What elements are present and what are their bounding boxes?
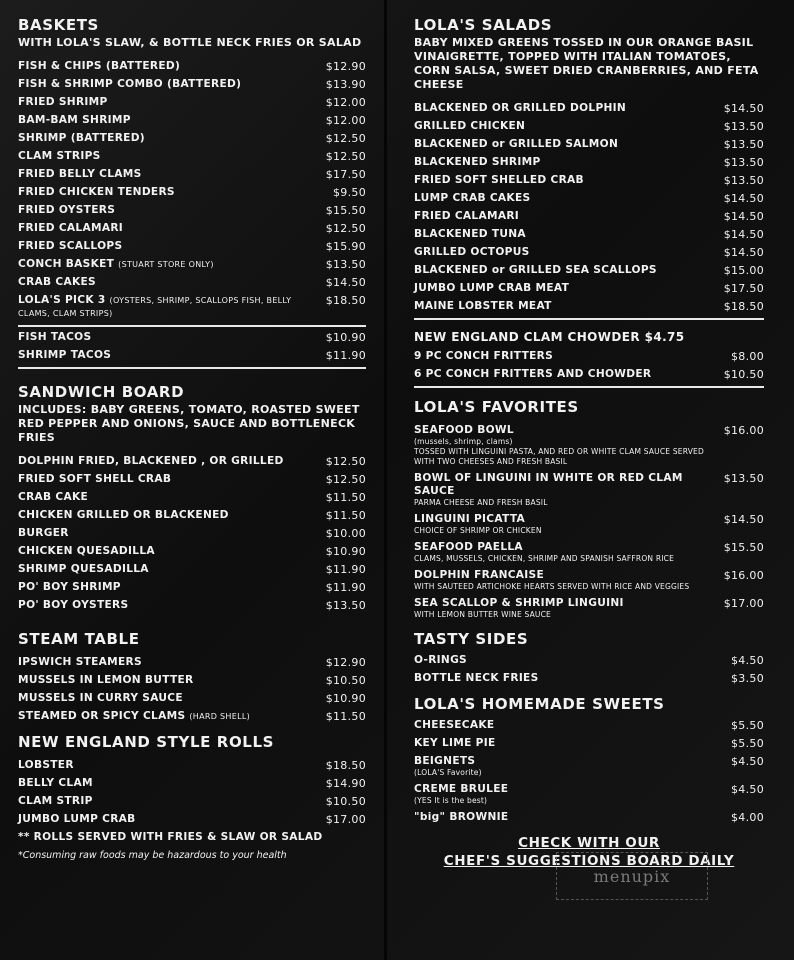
menu-item-price: $11.50 (325, 491, 366, 504)
menu-item (414, 672, 764, 685)
menu-item-name (414, 783, 731, 806)
menu-item-note: (OYSTERS, SHRIMP, SCALLOPS FISH, BELLY CLAMS, CLAM STRIPS) (18, 296, 292, 318)
menu-item-label: MUSSELS IN LEMON BUTTER (18, 674, 194, 686)
menu-item (414, 737, 764, 750)
menu-item (414, 368, 764, 381)
menu-item-label: "big" BROWNIE (414, 811, 509, 823)
menu-item-name (18, 204, 326, 217)
menu-item (18, 692, 366, 705)
salads-list (414, 102, 764, 313)
menu-item-name (414, 719, 731, 732)
menu-item (414, 755, 764, 778)
menu-item-name (414, 472, 724, 508)
menu-item-label: FISH TACOS (18, 331, 92, 343)
menu-item (414, 654, 764, 667)
menu-item (414, 210, 764, 223)
menu-item-label: MUSSELS IN CURRY SAUCE (18, 692, 183, 704)
menu-item-name (18, 795, 326, 808)
chowder-list (414, 350, 764, 381)
menu-item-label: CLAM STRIP (18, 795, 93, 807)
menu-item-name (18, 294, 326, 320)
menu-item-price: $10.00 (325, 527, 366, 540)
menu-item (18, 491, 366, 504)
menu-item (414, 472, 764, 508)
menu-item-note: (mussels, shrimp, clams) (414, 437, 513, 446)
menu-item (414, 120, 764, 133)
menu-item (18, 96, 366, 109)
menu-item-label: FRIED CALAMARI (18, 222, 124, 234)
menu-item-price: $12.50 (325, 132, 366, 145)
rolls-section (18, 733, 366, 861)
menu-item-name (18, 656, 326, 669)
menu-item (414, 513, 764, 536)
menu-item (414, 300, 764, 313)
menu-item-name (414, 597, 724, 620)
menu-item (414, 719, 764, 732)
menu-item-price: $12.00 (325, 96, 366, 109)
menu-item (414, 138, 764, 151)
menu-item-label: FISH & SHRIMP COMBO (BATTERED) (18, 78, 242, 90)
menu-item-price: $10.90 (325, 692, 366, 705)
chowder-title: NEW ENGLAND CLAM CHOWDER $4.75 (414, 330, 685, 344)
menu-item-description: TOSSED WITH LINGUINI PASTA, AND RED OR WHITE CLAM SAUCE SERVED WITH TWO CHEESES AND FRESH BASIL (414, 447, 704, 466)
baskets-list (18, 60, 366, 320)
menu-item (414, 783, 764, 806)
menu-item-label: KEY LIME PIE (414, 737, 496, 749)
menu-item (18, 563, 366, 576)
menu-item-price: $14.50 (723, 228, 764, 241)
menu-item-name (414, 300, 724, 313)
menu-item-price: $14.50 (723, 513, 764, 526)
menu-item (18, 509, 366, 522)
menu-item (18, 813, 366, 826)
menu-item-label: CHEESECAKE (414, 719, 495, 731)
menu-item-name (18, 759, 326, 772)
menu-item-label: SEA SCALLOP & SHRIMP LINGUINI (414, 597, 624, 609)
menu-item-price: $14.50 (723, 210, 764, 223)
menu-item-name (18, 473, 326, 486)
menu-item-price: $14.90 (325, 777, 366, 790)
menu-item-label: FRIED OYSTERS (18, 204, 116, 216)
salads-rule (414, 318, 764, 320)
menu-item-note: PARMA CHEESE AND FRESH BASIL (414, 498, 548, 507)
menu-item-label: JUMBO LUMP CRAB (18, 813, 136, 825)
baskets-section (18, 16, 366, 369)
right-column (414, 16, 764, 870)
menu-item-price: $12.90 (325, 656, 366, 669)
sides-section (414, 630, 764, 685)
menu-item-name (414, 737, 731, 750)
steam-list (18, 656, 366, 723)
menu-item-name (414, 228, 724, 241)
menu-item (18, 168, 366, 181)
menu-item (18, 795, 366, 808)
menu-item (18, 186, 366, 199)
menu-item-note: (YES It is the best) (414, 796, 488, 805)
baskets-title: BASKETS (18, 16, 99, 34)
menu-item-label: CREME BRULEE (414, 783, 509, 795)
menu-item (18, 777, 366, 790)
menu-item-name (18, 276, 326, 289)
menu-item-label: CRAB CAKES (18, 276, 96, 288)
menu-item-name (18, 132, 326, 145)
menu-item-price: $13.50 (723, 174, 764, 187)
menu-item-label: MAINE LOBSTER MEAT (414, 300, 552, 312)
menu-item-label: SHRIMP TACOS (18, 349, 112, 361)
baskets-subtitle: WITH LOLA'S SLAW, & BOTTLE NECK FRIES OR SALAD (18, 36, 362, 49)
menu-item-price: $17.00 (325, 813, 366, 826)
menu-item (18, 276, 366, 289)
menu-item-note: (LOLA'S Favorite) (414, 768, 482, 777)
menu-item-price: $12.50 (325, 473, 366, 486)
menu-item-label: BELLY CLAM (18, 777, 93, 789)
menu-item-label: 6 PC CONCH FRITTERS AND CHOWDER (414, 368, 652, 380)
menu-item (414, 246, 764, 259)
menu-item-name (414, 513, 724, 536)
menu-item-price: $12.50 (325, 222, 366, 235)
menu-item-name (414, 811, 731, 824)
chowder-rule (414, 386, 764, 388)
sandwich-title: SANDWICH BOARD (18, 383, 185, 401)
favorites-list (414, 424, 764, 620)
menu-item (18, 60, 366, 73)
menu-item (18, 455, 366, 468)
menu-item-price: $13.50 (325, 599, 366, 612)
menu-item (414, 350, 764, 363)
menu-item-note: CHOICE OF SHRIMP OR CHICKEN (414, 526, 542, 535)
menu-item-price: $9.50 (333, 186, 366, 199)
menu-item-label: BLACKENED or GRILLED SEA SCALLOPS (414, 264, 657, 276)
menu-item-label: LUMP CRAB CAKES (414, 192, 531, 204)
menu-item (414, 264, 764, 277)
menu-item-label: DOLPHIN FRANCAISE (414, 569, 545, 581)
menu-item-label: BAM-BAM SHRIMP (18, 114, 131, 126)
menu-item-price: $15.50 (723, 541, 764, 554)
menu-item-price: $11.90 (325, 581, 366, 594)
menu-item-price: $4.50 (731, 654, 764, 667)
menu-item (18, 656, 366, 669)
menu-item (414, 541, 764, 564)
menu-item-note: (STUART STORE ONLY) (118, 260, 214, 269)
menu-item-label: LOLA'S PICK 3 (18, 294, 106, 306)
menu-item-name (18, 114, 326, 127)
menu-item (414, 102, 764, 115)
menu-item-label: BOTTLE NECK FRIES (414, 672, 539, 684)
menu-item-price: $10.90 (325, 545, 366, 558)
menu-item-label: BLACKENED OR GRILLED DOLPHIN (414, 102, 627, 114)
menupix-watermark: menupix (556, 852, 708, 900)
menu-item-label: CHICKEN GRILLED OR BLACKENED (18, 509, 229, 521)
menu-item (414, 174, 764, 187)
menu-item-price: $13.50 (723, 156, 764, 169)
menu-item-label: FRIED SOFT SHELLED CRAB (414, 174, 584, 186)
sandwich-section (18, 383, 366, 612)
menu-item-label: GRILLED OCTOPUS (414, 246, 530, 258)
menu-item-label: LINGUINI PICATTA (414, 513, 526, 525)
menu-item-name (18, 186, 333, 199)
menu-item-name (18, 258, 326, 271)
menu-item-name (18, 168, 326, 181)
menu-item-name (18, 150, 326, 163)
menu-item-label: JUMBO LUMP CRAB MEAT (414, 282, 570, 294)
menu-item-label: SHRIMP (BATTERED) (18, 132, 145, 144)
menu-item-label: DOLPHIN FRIED, BLACKENED , OR GRILLED (18, 455, 284, 467)
menu-item-label: LOBSTER (18, 759, 74, 771)
menu-item-label: BLACKENED TUNA (414, 228, 526, 240)
menu-item (18, 114, 366, 127)
menu-item (18, 78, 366, 91)
menu-item-label: CRAB CAKE (18, 491, 89, 503)
menu-item-price: $18.50 (325, 294, 366, 307)
rolls-list (18, 759, 366, 826)
menu-item-name (414, 350, 731, 363)
menu-item-price: $10.50 (325, 674, 366, 687)
menu-item-price: $4.50 (731, 755, 764, 768)
sweets-section (414, 695, 764, 824)
menu-item-price: $4.50 (731, 783, 764, 796)
menu-item-price: $3.50 (731, 672, 764, 685)
menu-item-label: CHICKEN QUESADILLA (18, 545, 155, 557)
salads-subtitle: BABY MIXED GREENS TOSSED IN OUR ORANGE BASIL VINAIGRETTE, TOPPED WITH ITALIAN TOMATOES, CORN SALSA, SWEET DRIED CRANBERRIES, AND FETA CHEESE (414, 36, 759, 91)
menu-item-name (18, 509, 326, 522)
sides-title: TASTY SIDES (414, 630, 529, 648)
menu-item-name (414, 755, 731, 778)
salads-section (414, 16, 764, 320)
menu-item-price: $15.00 (723, 264, 764, 277)
menu-item (18, 581, 366, 594)
menu-item-price: $13.50 (723, 138, 764, 151)
menu-item-label: PO' BOY OYSTERS (18, 599, 129, 611)
menu-item (414, 228, 764, 241)
menu-item-name (414, 210, 724, 223)
menu-item-label: FRIED BELLY CLAMS (18, 168, 142, 180)
menu-item-price: $14.50 (325, 276, 366, 289)
menu-item-price: $12.50 (325, 150, 366, 163)
menu-item (414, 597, 764, 620)
menu-item-price: $12.50 (325, 455, 366, 468)
menu-item-price: $11.90 (325, 349, 366, 362)
menu-item-price: $10.50 (325, 795, 366, 808)
menu-item (18, 331, 366, 344)
sweets-list (414, 719, 764, 824)
sandwich-list (18, 455, 366, 612)
menu-item-label: GRILLED CHICKEN (414, 120, 526, 132)
cta-line-2: CHEF'S SUGGESTIONS BOARD DAILY (443, 853, 735, 869)
menu-item-name (18, 710, 326, 723)
menu-item-label: BLACKENED SHRIMP (414, 156, 541, 168)
menu-item-label: FRIED CHICKEN TENDERS (18, 186, 175, 198)
menu-item-price: $8.00 (731, 350, 764, 363)
menu-item-price: $17.00 (723, 597, 764, 610)
menu-item-name (18, 349, 326, 362)
menu-item-name (18, 455, 326, 468)
steam-section (18, 630, 366, 723)
menu-item-price: $13.50 (723, 472, 764, 485)
tacos-rule (18, 367, 366, 369)
menu-item-label: SHRIMP QUESADILLA (18, 563, 149, 575)
menu-item-label: IPSWICH STEAMERS (18, 656, 142, 668)
menu-item-name (18, 813, 326, 826)
menu-item (18, 150, 366, 163)
menu-item-name (414, 654, 731, 667)
menu-item-label: FRIED CALAMARI (414, 210, 520, 222)
menu-item (414, 282, 764, 295)
menu-item-name (414, 672, 731, 685)
column-divider (384, 0, 387, 960)
menu-item-name (18, 78, 326, 91)
cta-line-1: CHECK WITH OUR (518, 835, 660, 851)
menu-item-price: $17.50 (723, 282, 764, 295)
menu-item-label: CONCH BASKET (18, 258, 115, 270)
menu-item-name (414, 102, 724, 115)
menu-item (414, 156, 764, 169)
menu-item-name (18, 599, 326, 612)
menu-item-price: $15.50 (325, 204, 366, 217)
menu-item-label: BLACKENED or GRILLED SALMON (414, 138, 619, 150)
menu-item-name (414, 368, 724, 381)
menu-item-name (414, 264, 724, 277)
menu-item-price: $18.50 (723, 300, 764, 313)
menu-item-name (18, 777, 326, 790)
menu-item-note: CLAMS, MUSSELS, CHICKEN, SHRIMP AND SPANISH SAFFRON RICE (414, 554, 675, 563)
favorites-title: LOLA'S FAVORITES (414, 398, 579, 416)
steam-title: STEAM TABLE (18, 630, 140, 648)
menu-item-name (414, 192, 724, 205)
menu-item (18, 222, 366, 235)
menu-item (414, 192, 764, 205)
menu-item-label: BOWL OF LINGUINI IN WHITE OR RED CLAM SAUCE (414, 472, 683, 497)
menu-item-name (18, 545, 326, 558)
menu-item-label: SEAFOOD PAELLA (414, 541, 523, 553)
sweets-title: LOLA'S HOMEMADE SWEETS (414, 695, 665, 713)
menu-item-name (414, 174, 724, 187)
menu-item (414, 424, 764, 467)
menu-item-price: $5.50 (731, 737, 764, 750)
baskets-rule (18, 325, 366, 327)
menu-item-label: STEAMED OR SPICY CLAMS (18, 710, 186, 722)
menu-item (18, 132, 366, 145)
menu-item-price: $17.50 (325, 168, 366, 181)
menu-item-label: BEIGNETS (414, 755, 476, 767)
menu-item (18, 527, 366, 540)
raw-food-disclaimer: *Consuming raw foods may be hazardous to your health (18, 850, 287, 861)
menu-item-name (18, 96, 326, 109)
menu-item-name (414, 156, 724, 169)
menu-item-name (414, 569, 724, 592)
menu-item (414, 569, 764, 592)
menu-item-price: $14.50 (723, 102, 764, 115)
menu-item-price: $11.50 (325, 509, 366, 522)
menu-item-price: $11.50 (325, 710, 366, 723)
menu-item-price: $10.90 (325, 331, 366, 344)
menu-item-note: (HARD SHELL) (189, 712, 251, 721)
menu-item-price: $12.90 (325, 60, 366, 73)
menu-item (18, 710, 366, 723)
menu-item-price: $5.50 (731, 719, 764, 732)
menu-item (18, 473, 366, 486)
menu-item-note: WITH LEMON BUTTER WINE SAUCE (414, 610, 551, 619)
menu-item (414, 811, 764, 824)
salads-title: LOLA'S SALADS (414, 16, 553, 34)
menu-item-label: SEAFOOD BOWL (414, 424, 514, 436)
menu-item-label: PO' BOY SHRIMP (18, 581, 121, 593)
menu-item-label: FISH & CHIPS (BATTERED) (18, 60, 181, 72)
left-column (18, 16, 366, 871)
menu-item-price: $10.50 (723, 368, 764, 381)
menu-item-price: $12.00 (325, 114, 366, 127)
menu-item (18, 545, 366, 558)
rolls-title: NEW ENGLAND STYLE ROLLS (18, 733, 275, 751)
menu-item-price: $4.00 (731, 811, 764, 824)
menu-item-name (18, 563, 326, 576)
menu-item-name (18, 491, 326, 504)
menu-item-price: $16.00 (723, 569, 764, 582)
sides-list (414, 654, 764, 685)
menu-item-price: $14.50 (723, 192, 764, 205)
sandwich-subtitle: INCLUDES: BABY GREENS, TOMATO, ROASTED SWEET RED PEPPER AND ONIONS, SAUCE AND BOTTLENECK FRIES (18, 403, 360, 444)
menu-item (18, 759, 366, 772)
menu-item-label: FRIED SOFT SHELL CRAB (18, 473, 172, 485)
menu-item-label: 9 PC CONCH FRITTERS (414, 350, 554, 362)
menu-item-label: CLAM STRIPS (18, 150, 101, 162)
menu-item (18, 349, 366, 362)
menu-item-name (414, 424, 724, 467)
menu-item (18, 204, 366, 217)
menu-item (18, 674, 366, 687)
menu-item-label: BURGER (18, 527, 69, 539)
menu-item-price: $16.00 (723, 424, 764, 437)
menu-item-name (18, 222, 326, 235)
menu-item-name (18, 60, 326, 73)
menu-item-label: FRIED SHRIMP (18, 96, 108, 108)
menu-item-name (414, 138, 724, 151)
menu-item-name (414, 120, 724, 133)
menu-item-name (18, 331, 326, 344)
menu-item (18, 258, 366, 271)
menu-item-name (18, 692, 326, 705)
menu-item-name (18, 240, 326, 253)
menu-item-price: $13.50 (325, 258, 366, 271)
menu-item-note: WITH SAUTEED ARTICHOKE HEARTS SERVED WITH RICE AND VEGGIES (414, 582, 690, 591)
menu-item-name (18, 674, 326, 687)
menu-item-label: O-RINGS (414, 654, 467, 666)
menu-item (18, 240, 366, 253)
menu-item-price: $14.50 (723, 246, 764, 259)
favorites-section (414, 398, 764, 620)
rolls-footer: ** ROLLS SERVED WITH FRIES & SLAW OR SALAD (18, 831, 323, 843)
chowder-section (414, 330, 764, 388)
menu-item-label: FRIED SCALLOPS (18, 240, 123, 252)
menu-item-name (414, 282, 724, 295)
menu-item-price: $15.90 (325, 240, 366, 253)
tacos-list (18, 331, 366, 362)
menu-item-price: $13.50 (723, 120, 764, 133)
menu-item (18, 599, 366, 612)
menu-item-price: $18.50 (325, 759, 366, 772)
menu-item (18, 294, 366, 320)
menu-item-name (18, 527, 326, 540)
menu-item-price: $11.90 (325, 563, 366, 576)
menu-item-name (414, 541, 724, 564)
menu-item-name (414, 246, 724, 259)
menu-item-price: $13.90 (325, 78, 366, 91)
menu-item-name (18, 581, 326, 594)
